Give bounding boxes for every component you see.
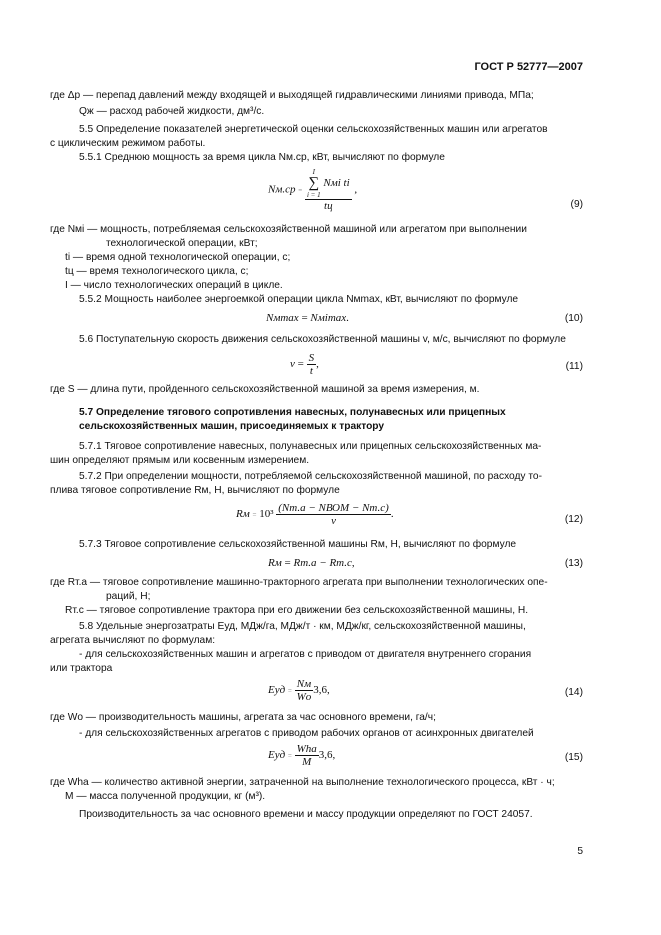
formula-10-number: (10) [564,313,583,324]
formula-12-num: (Nт.а − NВОМ − Nт.с) [278,502,389,514]
formula-11-den: t [307,364,317,377]
formula-14-eq: = [287,687,292,696]
formula-9-den: tц [305,199,352,212]
formula-13 [268,557,355,569]
formula-15-number: (15) [564,752,583,763]
formula-9-lhs: Nм.ср [268,183,296,196]
line-r-ta-cont: раций, Н; [106,591,151,602]
para-5-7-1-cont: шин определяют прямым или косвенным измерением. [50,455,310,466]
line-s-path: где S — длина пути, пройденного сельскохозяйственной машиной за время измерения, м. [50,384,480,395]
para-5-6: 5.6 Поступательную скорость движения сельскохозяйственной машины v, м/с, вычисляют по формуле [79,334,566,345]
para-5-5-1: 5.5.1 Среднюю мощность за время цикла Nм.ср, кВт, вычисляют по формуле [79,152,445,163]
formula-9-tail: , [354,183,358,196]
formula-15 [268,743,335,768]
formula-15-den: M [295,755,319,768]
para-5-5-2: 5.5.2 Мощность наиболее энергоемкой операции цикла Nмmax, кВт, вычисляют по формуле [79,294,519,305]
formula-12-eq: = [252,511,257,520]
line-ti: ti — время одной технологической операции, с; [65,252,291,263]
formula-14-lhs: Eуд [268,684,286,697]
line-n-mi: где Nмi — мощность, потребляемая сельскохозяйственной машиной или агрегатом при выполнении [50,224,527,235]
formula-10-lhs: Nмmax [266,312,299,324]
formula-9 [268,168,357,212]
line-q-liquid: Qж — расход рабочей жидкости, дм³/с. [79,106,265,117]
para-5-7-2: 5.7.2 При определении мощности, потребляемой сельскохозяйственной машиной, по расходу то- [79,471,542,482]
line-productivity-ref: Производительность за час основного времени и массу продукции определяют по ГОСТ 24057. [79,809,533,820]
formula-11 [290,352,319,377]
para-5-8-cont: агрегата вычисляют по формулам: [50,635,216,646]
section-5-7-title: 5.7 Определение тягового сопротивления навесных, полунавесных или прицепных [79,407,506,418]
line-r-ta: где Rт.а — тяговое сопротивление машинно-тракторного агрегата при выполнении технологических опе- [50,577,548,588]
page-number: 5 [577,846,583,857]
formula-14-mult: 3,6, [313,684,330,697]
formula-12-den: v [276,514,391,527]
formula-15-lhs: Eуд [268,749,286,762]
line-tc: tц — время технологического цикла, с; [65,266,249,277]
para-5-7-2-cont: плива тяговое сопротивление Rм, Н, вычисляют по формуле [50,485,340,496]
formula-10 [266,312,349,324]
section-5-5-title-cont: с циклическим режимом работы. [50,138,206,149]
item-async-drive: - для сельскохозяйственных агрегатов с приводом рабочих органов от асинхронных двигателей [79,728,534,739]
formula-10-rhs: Nмimax [310,312,347,324]
line-r-tc: Rт.с — тяговое сопротивление трактора при его движении без сельскохозяйственной машины, Н. [65,605,529,616]
formula-11-eq: = [297,358,304,371]
formula-14 [268,678,330,703]
formula-11-tail: , [316,358,319,371]
item-ice-drive-cont: или трактора [50,663,113,674]
formula-12 [236,502,394,527]
formula-14-num: Nм [296,678,312,690]
formula-15-num: Wha [296,743,317,755]
formula-11-num: S [308,352,315,364]
formula-12-coef: 10³ [259,508,274,521]
formula-15-eq: = [287,752,292,761]
para-5-8: 5.8 Удельные энергозатраты Eуд, МДж/га, МДж/т · км, МДж/кг, сельскохозяйственной машины, [79,621,526,632]
formula-9-sum-top: I [312,168,315,176]
formula-9-eq: = [298,186,303,195]
formula-13-eq: = [284,557,291,569]
formula-9-sum-bottom: i = 1 [306,191,321,199]
line-wha: где Wha — количество активной энергии, затраченной на выполнение технологического процесса, кВт · ч; [50,777,555,788]
line-wo: где Wо — производительность машины, агрегата за час основного времени, га/ч; [50,712,436,723]
formula-15-mult: 3,6, [318,749,336,762]
line-i-count: I — число технологических операций в цикле. [65,280,283,291]
para-5-7-1: 5.7.1 Тяговое сопротивление навесных, полунавесных или прицепных сельскохозяйственных ма- [79,441,542,452]
section-5-5-title: 5.5 Определение показателей энергетической оценки сельскохозяйственных машин или агрегатов [79,124,548,135]
para-5-7-3: 5.7.3 Тяговое сопротивление сельскохозяйственной машины Rм, Н, вычисляют по формуле [79,539,517,550]
formula-12-tail: . [390,508,394,521]
standard-header: ГОСТ Р 52777—2007 [474,61,583,73]
formula-9-num-body: Nмi ti [323,177,350,190]
formula-10-eq: = [301,312,308,324]
formula-9-number: (9) [570,199,583,210]
formula-13-tail: , [351,557,355,569]
section-5-7-title-cont: сельскохозяйственных машин, присоединяемых к трактору [79,421,385,432]
formula-11-lhs: v [290,358,295,371]
formula-11-number: (11) [565,361,583,372]
formula-14-number: (14) [564,687,583,698]
formula-10-tail: . [346,312,349,324]
line-delta-p: где Δр — перепад давлений между входящей и выходящей гидравлическими линиями привода, МПа; [50,90,534,101]
item-ice-drive: - для сельскохозяйственных машин и агрегатов с приводом от двигателя внутреннего сгорания [79,649,532,660]
formula-12-number: (12) [564,514,583,525]
line-n-mi-cont: технологической операции, кВт; [106,238,258,249]
formula-13-number: (13) [564,558,583,569]
sum-sign-icon: ∑ [308,175,320,191]
line-mass: M — масса полученной продукции, кг (м³). [65,791,266,802]
formula-12-lhs: Rм [236,508,250,521]
formula-14-den: Wо [296,691,312,703]
formula-13-lhs: Rм [268,557,282,569]
formula-13-rhs: Rт.а − Rт.с [293,557,352,569]
